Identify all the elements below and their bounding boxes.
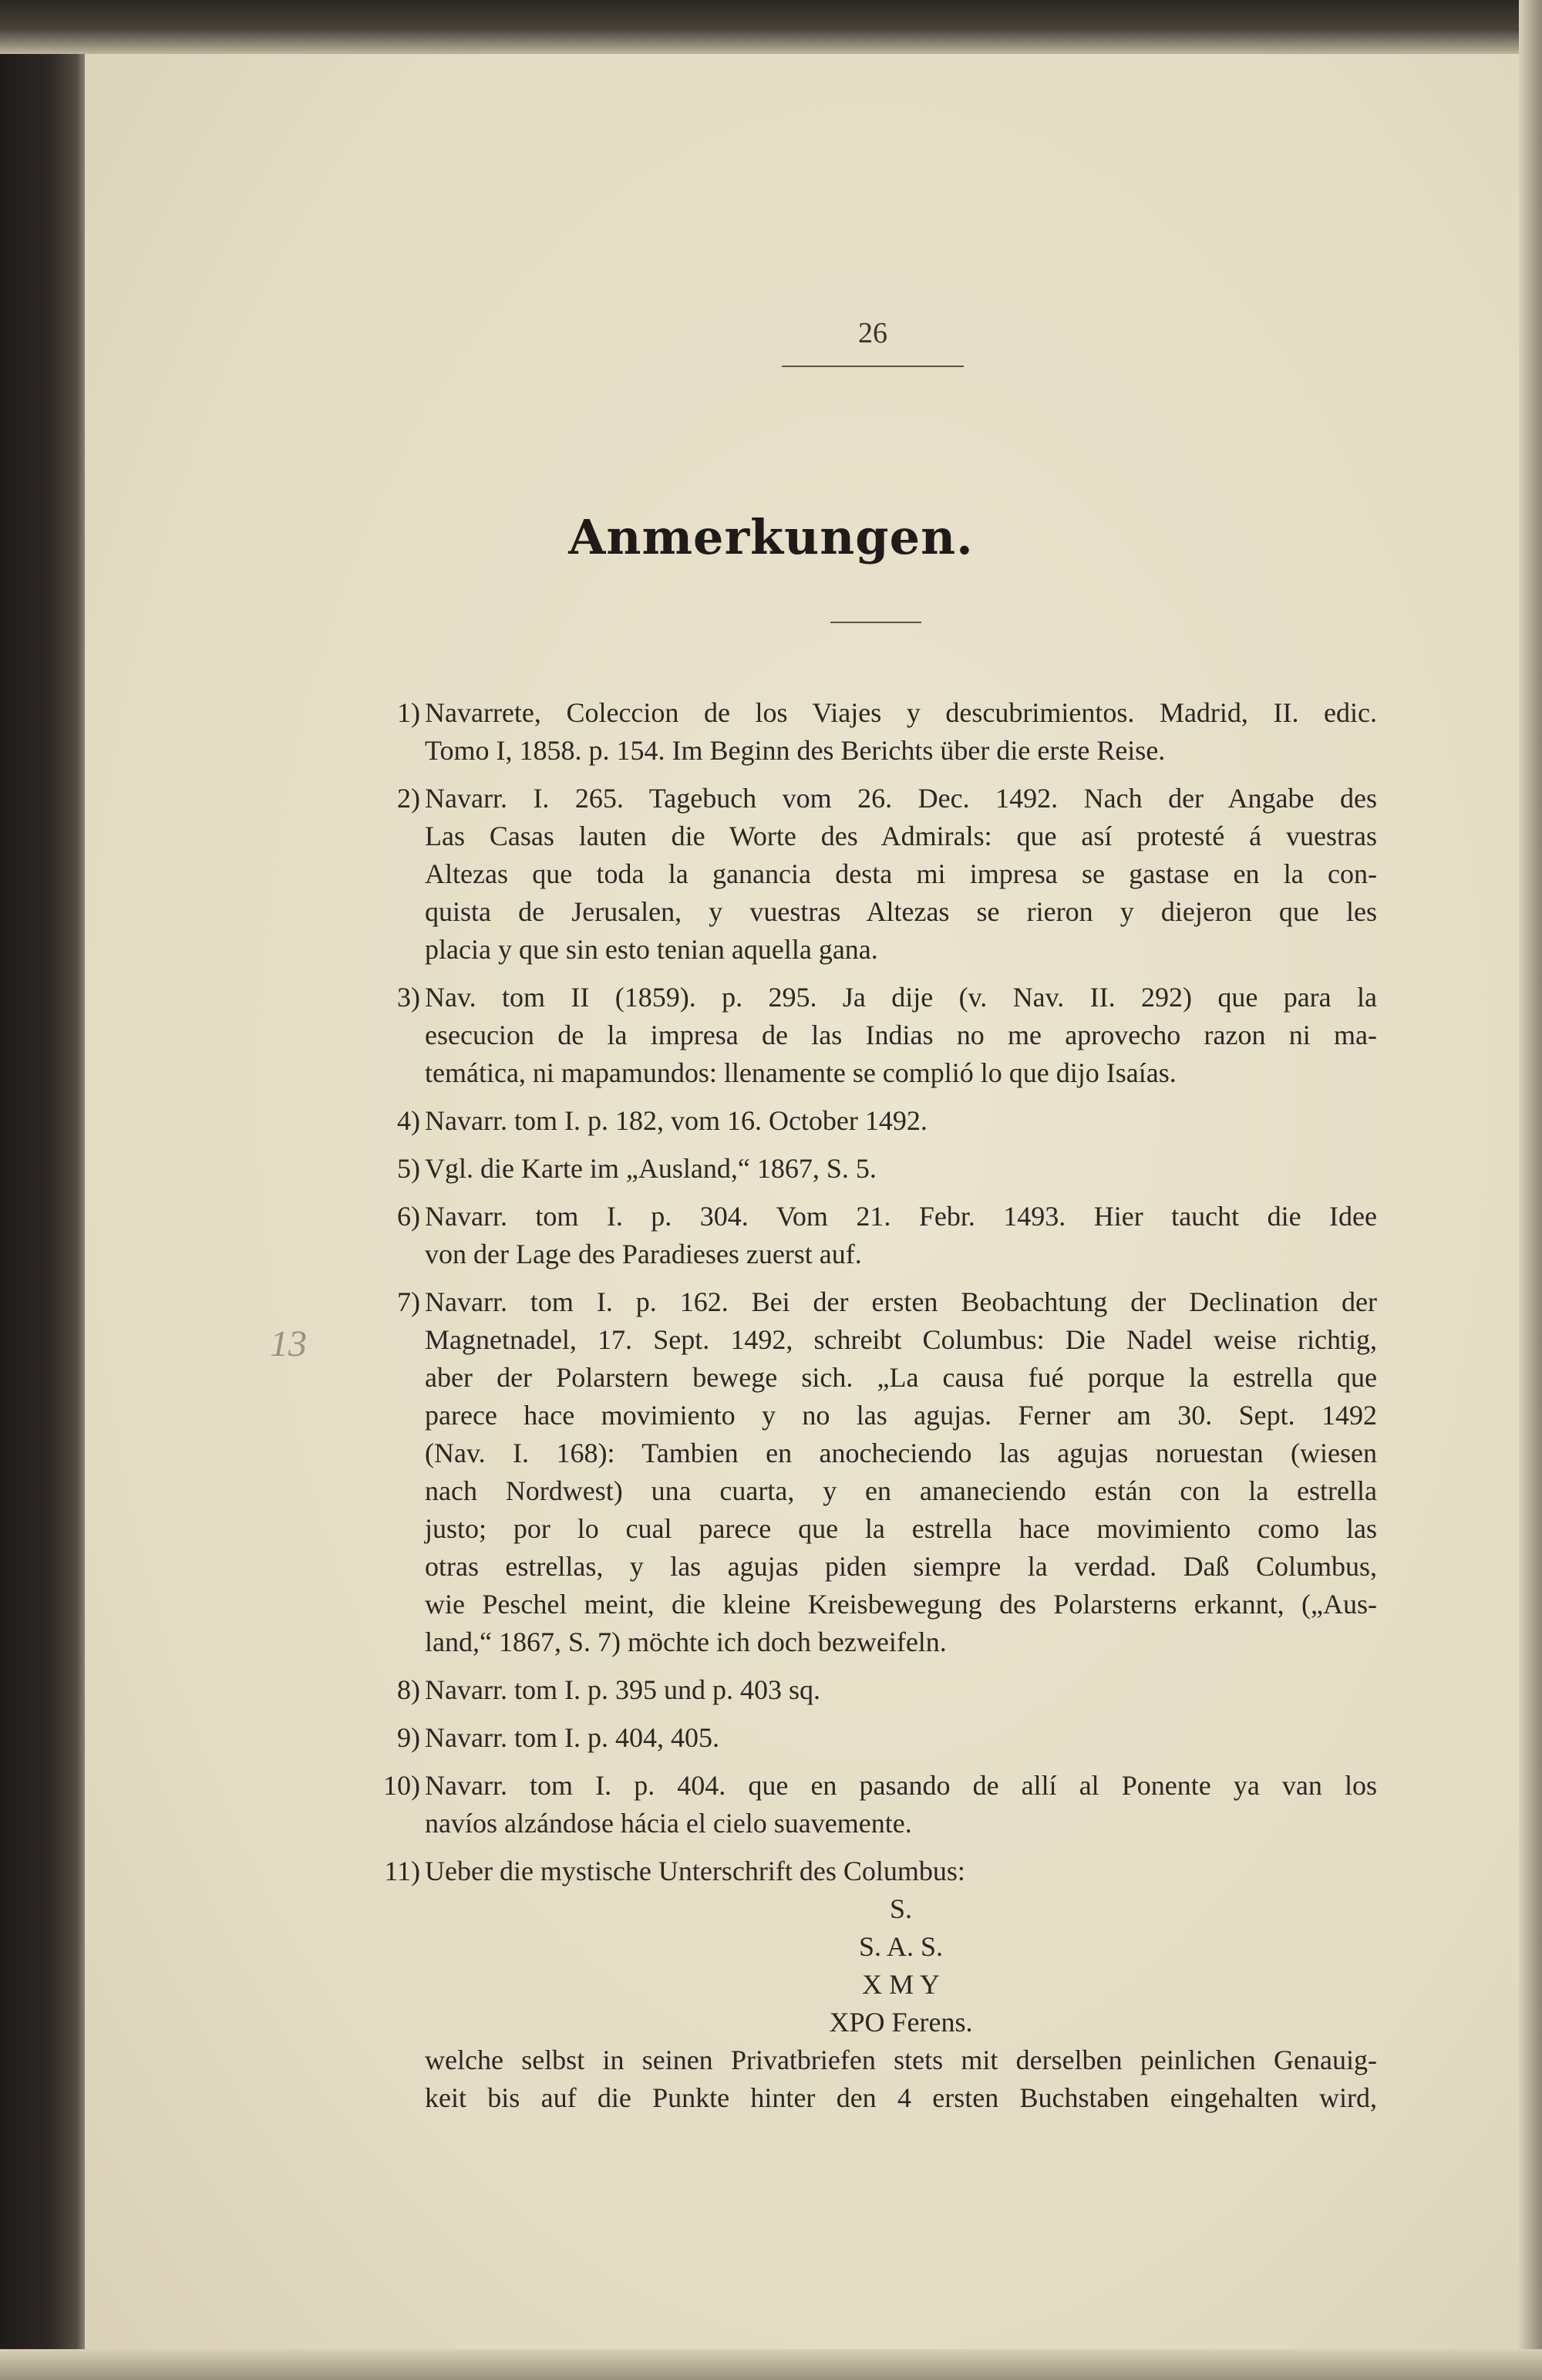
footnote-line: Tomo I, 1858. p. 154. Im Beginn des Berichts über die erste Reise.	[425, 735, 1166, 766]
pencil-margin-note: 13	[270, 1323, 307, 1364]
footnote-line: Navarr. I. 265. Tagebuch vom 26. Dec. 1492. Nach der Angabe des	[425, 783, 1377, 814]
footnote-10	[339, 1767, 1377, 1842]
footnote-line: placia y que sin esto tenian aquella gana.	[425, 934, 878, 965]
footnote-number: 9)	[397, 1722, 420, 1753]
footnote-number: 7)	[397, 1286, 420, 1317]
footnote-line: von der Lage des Paradieses zuerst auf.	[425, 1239, 862, 1269]
footnote-8	[339, 1671, 1377, 1709]
footnote-line: Altezas que toda la ganancia desta mi impresa se gastase en la con-	[425, 858, 1377, 889]
footnote-line: nach Nordwest) una cuarta, y en amaneciendo están con la estrella	[425, 1475, 1377, 1506]
signature-line: X M Y	[862, 1969, 940, 2000]
footnote-line: Navarrete, Coleccion de los Viajes y descubrimientos. Madrid, II. edic.	[425, 697, 1377, 728]
signature-line: XPO Ferens.	[829, 2007, 973, 2038]
footnote-3	[339, 979, 1377, 1092]
footnote-line: (Nav. I. 168): Tambien en anocheciendo las agujas noruestan (wiesen	[425, 1438, 1377, 1468]
footnote-line: Navarr. tom I. p. 304. Vom 21. Febr. 1493. Hier taucht die Idee	[425, 1201, 1377, 1232]
header-rule	[782, 366, 964, 367]
footnote-line: navíos alzándose hácia el cielo suavemente.	[425, 1808, 912, 1839]
right-page-edge	[1519, 0, 1542, 2380]
footnote-line: justo; por lo cual parece que la estrella hace movimiento como las	[425, 1513, 1377, 1544]
signature-line: S.	[889, 1893, 913, 1924]
page-number: 26	[858, 317, 887, 349]
footnote-line: Navarr. tom I. p. 182, vom 16. October 1492.	[425, 1105, 928, 1136]
footnote-number: 3)	[397, 982, 420, 1013]
footnote-line: aber der Polarstern bewege sich. „La causa fué porque la estrella que	[425, 1362, 1377, 1393]
signature-line: S. A. S.	[858, 1931, 944, 1962]
footnote-line: Navarr. tom I. p. 395 und p. 403 sq.	[425, 1674, 820, 1705]
footnote-number: 11)	[384, 1856, 420, 1886]
footnote-line: temática, ni mapamundos: llenamente se complió lo que dijo Isaías.	[425, 1057, 1177, 1088]
bottom-page-edge	[0, 2349, 1542, 2380]
book-binding	[0, 0, 85, 2380]
footnote-number: 2)	[397, 783, 420, 814]
footnote-line: quista de Jerusalen, y vuestras Altezas se rieron y diejeron que les	[425, 896, 1377, 927]
footnote-number: 8)	[397, 1674, 420, 1705]
page-title: Anmerkungen.	[568, 509, 974, 565]
footnote-line: Vgl. die Karte im „Ausland,“ 1867, S. 5.	[425, 1153, 877, 1184]
footnote-line: Magnetnadel, 17. Sept. 1492, schreibt Columbus: Die Nadel weise richtig,	[425, 1324, 1377, 1355]
footnote-line: esecucion de la impresa de las Indias no me aprovecho razon ni ma-	[425, 1020, 1377, 1050]
footnote-number: 1)	[397, 697, 420, 728]
footnote-line: welche selbst in seinen Privatbriefen stets mit derselben peinlichen Genauig-	[425, 2045, 1377, 2075]
title-rule	[830, 622, 921, 623]
footnote-number: 5)	[397, 1153, 420, 1184]
footnote-line: Navarr. tom I. p. 162. Bei der ersten Beobachtung der Declination der	[425, 1286, 1377, 1317]
footnotes-list	[339, 694, 1377, 2127]
footnote-5	[339, 1150, 1377, 1188]
footnote-line: Navarr. tom I. p. 404. que en pasando de allí al Ponente ya van los	[425, 1770, 1377, 1801]
footnote-11	[339, 1852, 1377, 2117]
footnote-9	[339, 1719, 1377, 1757]
footnote-number: 6)	[397, 1201, 420, 1232]
footnote-number: 10)	[383, 1770, 420, 1801]
footnote-line: wie Peschel meint, die kleine Kreisbewegung des Polarsterns erkannt, („Aus-	[425, 1589, 1377, 1620]
footnote-7	[339, 1283, 1377, 1661]
footnote-line: Nav. tom II (1859). p. 295. Ja dije (v. Nav. II. 292) que para la	[425, 982, 1377, 1013]
footnote-number: 4)	[397, 1105, 420, 1136]
footnote-line: Ueber die mystische Unterschrift des Columbus:	[425, 1856, 965, 1886]
footnote-6	[339, 1198, 1377, 1273]
footnote-line: otras estrellas, y las agujas piden siempre la verdad. Daß Columbus,	[425, 1551, 1377, 1582]
footnote-4	[339, 1102, 1377, 1140]
footnote-1	[339, 694, 1377, 770]
footnote-line: Navarr. tom I. p. 404, 405.	[425, 1722, 719, 1753]
footnote-line: land,“ 1867, S. 7) möchte ich doch bezweifeln.	[425, 1627, 947, 1657]
footnote-2	[339, 780, 1377, 969]
top-page-edge	[0, 0, 1542, 54]
footnote-line: keit bis auf die Punkte hinter den 4 ersten Buchstaben eingehalten wird,	[425, 2082, 1377, 2113]
footnote-line: parece hace movimiento y no las agujas. Ferner am 30. Sept. 1492	[425, 1400, 1377, 1431]
footnote-line: Las Casas lauten die Worte des Admirals: que así protesté á vuestras	[425, 821, 1377, 851]
